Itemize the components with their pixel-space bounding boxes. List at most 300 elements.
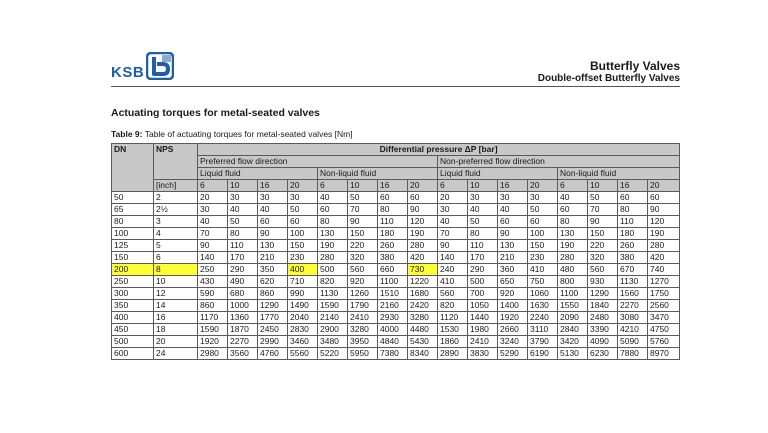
torque-value-cell: 20 (198, 192, 228, 204)
torque-value-cell: 70 (348, 204, 378, 216)
torque-value-cell: 1440 (468, 312, 498, 324)
torque-value-cell: 3560 (228, 348, 258, 360)
torque-value-cell: 60 (318, 204, 348, 216)
torque-value-cell: 260 (378, 240, 408, 252)
torque-value-cell: 3280 (408, 312, 438, 324)
torque-value-cell: 90 (498, 228, 528, 240)
torque-value-cell: 1510 (378, 288, 408, 300)
dn-cell: 50 (112, 192, 154, 204)
dn-cell: 250 (112, 276, 154, 288)
torque-value-cell: 40 (498, 204, 528, 216)
torque-value-cell: 50 (348, 192, 378, 204)
torque-value-cell: 1790 (348, 300, 378, 312)
dn-cell: 100 (112, 228, 154, 240)
torque-value-cell: 5760 (648, 336, 680, 348)
torque-value-cell: 620 (258, 276, 288, 288)
pressure-column-header: 20 (288, 180, 318, 192)
torque-value-cell: 2040 (288, 312, 318, 324)
torque-value-cell: 2980 (198, 348, 228, 360)
torque-value-cell: 3460 (288, 336, 318, 348)
torque-value-cell: 3110 (528, 324, 558, 336)
torque-value-cell: 190 (318, 240, 348, 252)
torque-value-cell: 5560 (288, 348, 318, 360)
torque-value-cell: 40 (438, 216, 468, 228)
torque-value-cell: 7380 (378, 348, 408, 360)
torque-value-cell: 70 (198, 228, 228, 240)
torque-value-cell: 80 (228, 228, 258, 240)
torque-value-cell: 2140 (318, 312, 348, 324)
dn-cell: 450 (112, 324, 154, 336)
nps-cell: 12 (154, 288, 198, 300)
torque-value-cell: 150 (528, 240, 558, 252)
torque-value-cell: 1980 (468, 324, 498, 336)
torque-value-cell: 1530 (438, 324, 468, 336)
torque-value-cell: 60 (558, 204, 588, 216)
torque-value-cell: 30 (468, 192, 498, 204)
torque-value-cell: 7880 (618, 348, 648, 360)
torque-value-cell: 410 (438, 276, 468, 288)
torque-value-cell: 240 (438, 264, 468, 276)
torque-value-cell: 4750 (648, 324, 680, 336)
table-row (112, 348, 680, 360)
torque-value-cell: 560 (588, 264, 618, 276)
torque-value-cell: 730 (408, 264, 438, 276)
torque-value-cell: 280 (318, 252, 348, 264)
torque-value-cell: 20 (438, 192, 468, 204)
column-header-dn: DN (112, 144, 154, 192)
torque-value-cell: 1860 (438, 336, 468, 348)
torque-value-cell: 90 (348, 216, 378, 228)
torque-value-cell: 5290 (498, 348, 528, 360)
torque-value-cell: 4090 (588, 336, 618, 348)
torque-value-cell: 60 (648, 192, 680, 204)
torque-value-cell: 60 (498, 216, 528, 228)
dn-cell: 500 (112, 336, 154, 348)
torque-value-cell: 1100 (558, 288, 588, 300)
pressure-column-header: 6 (198, 180, 228, 192)
pressure-column-header: 16 (258, 180, 288, 192)
dn-cell: 150 (112, 252, 154, 264)
table-row (112, 324, 680, 336)
torque-value-cell: 190 (558, 240, 588, 252)
torque-value-cell: 40 (318, 192, 348, 204)
torque-value-cell: 560 (348, 264, 378, 276)
torque-value-cell: 590 (198, 288, 228, 300)
torque-value-cell: 490 (228, 276, 258, 288)
nps-cell: 10 (154, 276, 198, 288)
pressure-column-header: 20 (648, 180, 680, 192)
torque-value-cell: 100 (528, 228, 558, 240)
torque-value-cell: 90 (408, 204, 438, 216)
torque-value-cell: 40 (198, 216, 228, 228)
table-row (112, 264, 680, 276)
torque-value-cell: 230 (528, 252, 558, 264)
torque-value-cell: 1590 (198, 324, 228, 336)
nps-unit-header: [inch] (154, 180, 198, 192)
torque-value-cell: 30 (258, 192, 288, 204)
torque-value-cell: 1060 (528, 288, 558, 300)
torque-value-cell: 170 (468, 252, 498, 264)
nps-cell: 3 (154, 216, 198, 228)
torque-value-cell: 380 (378, 252, 408, 264)
torque-value-cell: 150 (588, 228, 618, 240)
fluid-type-header: Liquid fluid (198, 168, 318, 180)
table-caption-label: Table 9: (111, 129, 143, 139)
torque-value-cell: 2420 (408, 300, 438, 312)
torque-value-cell: 6230 (588, 348, 618, 360)
logo (111, 52, 174, 80)
pressure-column-header: 20 (528, 180, 558, 192)
torque-value-cell: 3470 (648, 312, 680, 324)
torque-value-cell: 1490 (288, 300, 318, 312)
torque-value-cell: 700 (468, 288, 498, 300)
nps-cell: 2 (154, 192, 198, 204)
torque-value-cell: 210 (498, 252, 528, 264)
section-title: Actuating torques for metal-seated valves (111, 107, 320, 119)
pressure-column-header: 16 (618, 180, 648, 192)
torque-value-cell: 250 (198, 264, 228, 276)
torque-value-cell: 670 (618, 264, 648, 276)
document-subtitle: Double-offset Butterfly Valves (537, 73, 680, 84)
torque-value-cell: 210 (258, 252, 288, 264)
torque-value-cell: 1270 (648, 276, 680, 288)
torque-value-cell: 650 (498, 276, 528, 288)
table-caption (111, 129, 353, 139)
torque-value-cell: 400 (288, 264, 318, 276)
torque-value-cell: 40 (558, 192, 588, 204)
torque-value-cell: 3950 (348, 336, 378, 348)
torque-value-cell: 290 (468, 264, 498, 276)
torque-value-cell: 800 (558, 276, 588, 288)
nps-cell: 18 (154, 324, 198, 336)
nps-cell: 8 (154, 264, 198, 276)
table-row (112, 228, 680, 240)
ksb-logo-icon (146, 52, 174, 80)
dn-cell: 125 (112, 240, 154, 252)
nps-cell: 14 (154, 300, 198, 312)
torque-value-cell: 420 (648, 252, 680, 264)
flow-direction-header: Non-preferred flow direction (438, 156, 680, 168)
torque-value-cell: 90 (258, 228, 288, 240)
torque-value-cell: 4760 (258, 348, 288, 360)
torque-value-cell: 320 (348, 252, 378, 264)
torque-value-cell: 500 (468, 276, 498, 288)
torque-value-cell: 5430 (408, 336, 438, 348)
torque-value-cell: 2240 (528, 312, 558, 324)
table-row (112, 276, 680, 288)
nps-cell: 2½ (154, 204, 198, 216)
torque-value-cell: 2560 (648, 300, 680, 312)
torque-value-cell: 1550 (558, 300, 588, 312)
torque-value-cell: 1590 (318, 300, 348, 312)
torque-value-cell: 2990 (258, 336, 288, 348)
torque-value-cell: 430 (198, 276, 228, 288)
table-row (112, 216, 680, 228)
column-header-nps: NPS (154, 144, 198, 180)
torque-value-cell: 130 (258, 240, 288, 252)
table-caption-text: Table of actuating torques for metal-seated valves [Nm] (144, 129, 353, 139)
torque-value-cell: 90 (588, 216, 618, 228)
table-row (112, 204, 680, 216)
torque-value-cell: 740 (648, 264, 680, 276)
torque-value-cell: 80 (468, 228, 498, 240)
torque-value-cell: 130 (558, 228, 588, 240)
nps-cell: 6 (154, 252, 198, 264)
flow-direction-header: Preferred flow direction (198, 156, 438, 168)
torque-value-cell: 220 (588, 240, 618, 252)
torque-value-cell: 4210 (618, 324, 648, 336)
torque-value-cell: 710 (288, 276, 318, 288)
torque-value-cell: 920 (348, 276, 378, 288)
pressure-column-header: 10 (468, 180, 498, 192)
dn-cell: 65 (112, 204, 154, 216)
torque-value-cell: 140 (198, 252, 228, 264)
torque-value-cell: 40 (258, 204, 288, 216)
torque-value-cell: 3480 (318, 336, 348, 348)
torque-value-cell: 3420 (558, 336, 588, 348)
torque-value-cell: 990 (288, 288, 318, 300)
table-row (112, 192, 680, 204)
torque-value-cell: 320 (588, 252, 618, 264)
torque-value-cell: 2270 (228, 336, 258, 348)
torque-value-cell: 280 (648, 240, 680, 252)
torque-value-cell: 660 (378, 264, 408, 276)
pressure-column-header: 10 (588, 180, 618, 192)
torque-value-cell: 5090 (618, 336, 648, 348)
nps-cell: 20 (154, 336, 198, 348)
dn-cell: 600 (112, 348, 154, 360)
torque-value-cell: 680 (228, 288, 258, 300)
torque-value-cell: 2830 (288, 324, 318, 336)
torque-value-cell: 1870 (228, 324, 258, 336)
torque-value-cell: 150 (288, 240, 318, 252)
torque-value-cell: 6190 (528, 348, 558, 360)
torque-value-cell: 3080 (618, 312, 648, 324)
torque-value-cell: 1770 (258, 312, 288, 324)
torque-value-cell: 1100 (378, 276, 408, 288)
torque-value-cell: 2930 (378, 312, 408, 324)
torque-value-cell: 920 (498, 288, 528, 300)
nps-cell: 16 (154, 312, 198, 324)
header-divider (111, 86, 680, 87)
torque-value-cell: 1220 (408, 276, 438, 288)
torque-value-cell: 2160 (378, 300, 408, 312)
torque-value-cell: 120 (648, 216, 680, 228)
torque-value-cell: 150 (348, 228, 378, 240)
torque-value-cell: 110 (618, 216, 648, 228)
fluid-type-header: Non-liquid fluid (558, 168, 680, 180)
pressure-column-header: 16 (498, 180, 528, 192)
table-row (112, 300, 680, 312)
torque-value-cell: 280 (408, 240, 438, 252)
torque-value-cell: 2890 (438, 348, 468, 360)
torque-value-cell: 1290 (588, 288, 618, 300)
torque-value-cell: 180 (618, 228, 648, 240)
torque-value-cell: 30 (228, 192, 258, 204)
torque-value-cell: 2900 (318, 324, 348, 336)
table-row (112, 240, 680, 252)
torque-value-cell: 80 (618, 204, 648, 216)
document-header (538, 59, 680, 85)
torque-value-cell: 1400 (498, 300, 528, 312)
torque-value-cell: 2660 (498, 324, 528, 336)
torque-value-cell: 140 (438, 252, 468, 264)
torque-value-cell: 50 (228, 216, 258, 228)
torque-value-cell: 8970 (648, 348, 680, 360)
dn-cell: 300 (112, 288, 154, 300)
pressure-column-header: 16 (378, 180, 408, 192)
torque-value-cell: 1560 (618, 288, 648, 300)
torque-value-cell: 3280 (348, 324, 378, 336)
nps-cell: 4 (154, 228, 198, 240)
torque-value-cell: 190 (408, 228, 438, 240)
document-title: Butterfly Valves (589, 59, 680, 73)
torque-value-cell: 820 (318, 276, 348, 288)
torque-value-cell: 130 (318, 228, 348, 240)
dn-cell: 400 (112, 312, 154, 324)
torque-value-cell: 80 (558, 216, 588, 228)
torque-value-cell: 50 (468, 216, 498, 228)
torque-value-cell: 30 (528, 192, 558, 204)
torque-value-cell: 3390 (588, 324, 618, 336)
table-row (112, 288, 680, 300)
torque-value-cell: 3790 (528, 336, 558, 348)
torque-value-cell: 230 (288, 252, 318, 264)
torque-value-cell: 820 (438, 300, 468, 312)
torque-value-cell: 1120 (438, 312, 468, 324)
nps-cell: 24 (154, 348, 198, 360)
torque-value-cell: 2270 (618, 300, 648, 312)
torque-value-cell: 40 (228, 204, 258, 216)
table-row (112, 252, 680, 264)
pressure-column-header: 20 (408, 180, 438, 192)
torque-value-cell: 1920 (498, 312, 528, 324)
pressure-column-header: 6 (318, 180, 348, 192)
torque-value-cell: 1680 (408, 288, 438, 300)
torque-value-cell: 4840 (378, 336, 408, 348)
fluid-type-header: Liquid fluid (438, 168, 558, 180)
torque-value-cell: 60 (378, 192, 408, 204)
nps-cell: 5 (154, 240, 198, 252)
torque-value-cell: 30 (198, 204, 228, 216)
torque-value-cell: 360 (498, 264, 528, 276)
torque-value-cell: 30 (288, 192, 318, 204)
torque-value-cell: 2410 (348, 312, 378, 324)
torque-value-cell: 1290 (258, 300, 288, 312)
torque-value-cell: 60 (288, 216, 318, 228)
torque-value-cell: 860 (198, 300, 228, 312)
torque-value-cell: 380 (618, 252, 648, 264)
torque-value-cell: 80 (318, 216, 348, 228)
pressure-column-header: 6 (558, 180, 588, 192)
torque-value-cell: 3830 (468, 348, 498, 360)
torque-value-cell: 410 (528, 264, 558, 276)
torque-value-cell: 120 (408, 216, 438, 228)
torque-value-cell: 930 (588, 276, 618, 288)
torque-value-cell: 4000 (378, 324, 408, 336)
torque-value-cell: 280 (558, 252, 588, 264)
torque-value-cell: 5130 (558, 348, 588, 360)
torque-value-cell: 1000 (228, 300, 258, 312)
torque-value-cell: 860 (258, 288, 288, 300)
torque-value-cell: 50 (588, 192, 618, 204)
torque-value-cell: 180 (378, 228, 408, 240)
torque-value-cell: 60 (528, 216, 558, 228)
pressure-column-header: 10 (348, 180, 378, 192)
torque-value-cell: 1260 (348, 288, 378, 300)
torque-value-cell: 2480 (588, 312, 618, 324)
torque-value-cell: 8340 (408, 348, 438, 360)
torque-value-cell: 90 (198, 240, 228, 252)
dn-cell: 200 (112, 264, 154, 276)
torque-value-cell: 350 (258, 264, 288, 276)
torque-table (111, 143, 680, 360)
pressure-column-header: 10 (228, 180, 258, 192)
torque-value-cell: 110 (378, 216, 408, 228)
torque-value-cell: 80 (378, 204, 408, 216)
torque-value-cell: 5950 (348, 348, 378, 360)
torque-value-cell: 2090 (558, 312, 588, 324)
torque-value-cell: 1360 (228, 312, 258, 324)
torque-value-cell: 480 (558, 264, 588, 276)
torque-value-cell: 1630 (528, 300, 558, 312)
torque-value-cell: 2410 (468, 336, 498, 348)
torque-value-cell: 110 (228, 240, 258, 252)
torque-value-cell: 190 (648, 228, 680, 240)
torque-value-cell: 90 (438, 240, 468, 252)
torque-value-cell: 1920 (198, 336, 228, 348)
table-row (112, 336, 680, 348)
torque-value-cell: 1130 (618, 276, 648, 288)
torque-value-cell: 60 (408, 192, 438, 204)
torque-value-cell: 130 (498, 240, 528, 252)
dn-cell: 350 (112, 300, 154, 312)
logo-text: KSB (111, 64, 145, 81)
torque-value-cell: 2840 (558, 324, 588, 336)
torque-value-cell: 70 (588, 204, 618, 216)
torque-value-cell: 750 (528, 276, 558, 288)
torque-value-cell: 1750 (648, 288, 680, 300)
torque-value-cell: 1050 (468, 300, 498, 312)
torque-value-cell: 60 (258, 216, 288, 228)
torque-value-cell: 30 (438, 204, 468, 216)
torque-value-cell: 70 (438, 228, 468, 240)
torque-value-cell: 420 (408, 252, 438, 264)
dn-cell: 80 (112, 216, 154, 228)
table-row (112, 312, 680, 324)
torque-value-cell: 1130 (318, 288, 348, 300)
torque-value-cell: 170 (228, 252, 258, 264)
torque-value-cell: 50 (528, 204, 558, 216)
torque-value-cell: 5220 (318, 348, 348, 360)
torque-value-cell: 260 (618, 240, 648, 252)
torque-value-cell: 290 (228, 264, 258, 276)
torque-value-cell: 30 (498, 192, 528, 204)
fluid-type-header: Non-liquid fluid (318, 168, 438, 180)
torque-value-cell: 500 (318, 264, 348, 276)
torque-value-cell: 2450 (258, 324, 288, 336)
torque-value-cell: 60 (618, 192, 648, 204)
torque-value-cell: 560 (438, 288, 468, 300)
torque-value-cell: 40 (468, 204, 498, 216)
torque-value-cell: 4480 (408, 324, 438, 336)
torque-value-cell: 50 (288, 204, 318, 216)
torque-value-cell: 220 (348, 240, 378, 252)
pressure-column-header: 6 (438, 180, 468, 192)
torque-value-cell: 1840 (588, 300, 618, 312)
torque-value-cell: 90 (648, 204, 680, 216)
torque-value-cell: 3240 (498, 336, 528, 348)
